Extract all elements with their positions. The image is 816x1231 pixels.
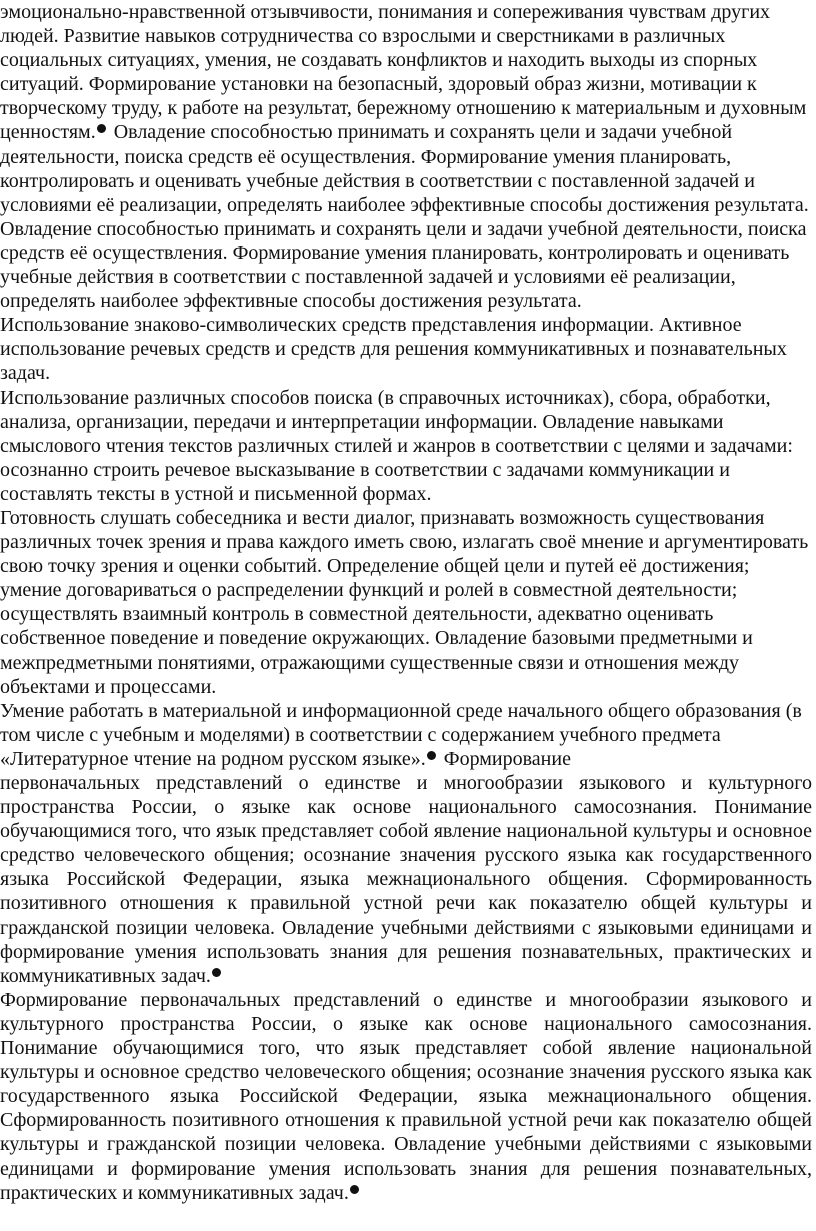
paragraph-8 [0,988,812,1205]
paragraph-4-text: Использование различных способов поиска (в справочных источниках), сбора, обработки, анализа, организации, передачи и интерпретации информации. Овладение навыками смыслового чтения текстов различных стилей и жанров в соответствии с целями и задачами: осознанно строить речевое высказывание в соответствии с задачами коммуникации и составлять тексты в устной и письменной формах. [0,386,793,505]
paragraph-1-text-a: эмоционально-нравственной отзывчивости, понимания и сопереживания чувствам других людей. Развитие навыков сотрудничества со взрослыми и сверстниками в различных социальных ситуациях, умения, не создавать конфликтов и находить выходы из спорных ситуаций. Формирование установки на безопасный, здоровый образ жизни, мотивации к творческому труду, к работе на результат, бережному отношению к материальным и духовным ценностям. [0,1,807,144]
paragraph-2-text: Овладение способностью принимать и сохранять цели и задачи учебной деятельности, поиска средств её осуществления. Формирование умения планировать, контролировать и оценивать учебные действия в соответствии с поставленной задачей и условиями её реализации, определять наиболее эффективные способы достижения результата. [0,217,807,313]
paragraph-7-text: первоначальных представлений о единстве и многообразии языкового и культурного пространства России, о языке как основе национального самосознания. Понимание обучающимися того, что язык представляет собой явление национальной культуры и основное средство человеческого общения; осознание значения русского языка как государственного языка Российской Федерации, языка межнационального общения. Сформированность позитивного отношения к правильной устной речи как показателю общей культуры и гражданской позиции человека. Овладение учебными действиями с языковыми единицами и формирование умения использовать знания для решения познавательных, практических и коммуникативных задач. [0,772,812,987]
bullet-icon [97,124,106,133]
paragraph-1-text-b: Овладение способностью принимать и сохранять цели и задачи учебной деятельности, поиска средств её осуществления. Формирование умения планировать, контролировать и оценивать учебные действия в соответствии с поставленной задачей и условиями её реализации, определять наиболее эффективные способы достижения результата. [0,121,809,216]
paragraph-6-text-b: Формирование [438,747,571,770]
paragraph-5 [0,506,812,699]
bullet-icon [212,968,221,977]
paragraph-2 [0,217,812,313]
paragraph-3-text: Использование знаково-символических средств представления информации. Активное использование речевых средств и средств для решения коммуникативных и познавательных задач. [0,314,787,385]
paragraph-3 [0,313,812,385]
paragraph-6-text-a: Умение работать в материальной и информационной среде начального общего образования (в том числе с учебным и моделями) в соответствии с содержанием учебного предмета «Литературное чтение на родном русском языке». [0,699,802,770]
paragraph-1 [0,0,812,217]
paragraph-6 [0,699,812,771]
paragraph-4 [0,386,812,506]
bullet-icon [350,1185,359,1194]
paragraph-8-text: Формирование первоначальных представлений о единстве и многообразии языкового и культурного пространства России, о языке как основе национального самосознания. Понимание обучающимися того, что язык представляет собой явление национальной культуры и основное средство человеческого общения; осознание значения русского языка как государственного языка Российской Федерации, языка межнационального общения. Сформированность позитивного отношения к правильной устной речи как показателю общей культуры и гражданской позиции человека. Овладение учебными действиями с языковыми единицами и формирование умения использовать знания для решения познавательных, практических и коммуникативных задач. [0,988,812,1204]
bullet-icon [427,751,436,760]
paragraph-5-text: Готовность слушать собеседника и вести диалог, признавать возможность существования различных точек зрения и права каждого иметь свою, излагать своё мнение и аргументировать свою точку зрения и оценки событий. Определение общей цели и путей её достижения; умение договариваться о распределении функций и ролей в совместной деятельности; осуществлять взаимный контроль в совместной деятельности, адекватно оценивать собственное поведение и поведение окружающих. Овладение базовыми предметными и межпредметными понятиями, отражающими существенные связи и отношения между объектами и процессами. [0,506,809,698]
paragraph-7 [0,771,812,988]
